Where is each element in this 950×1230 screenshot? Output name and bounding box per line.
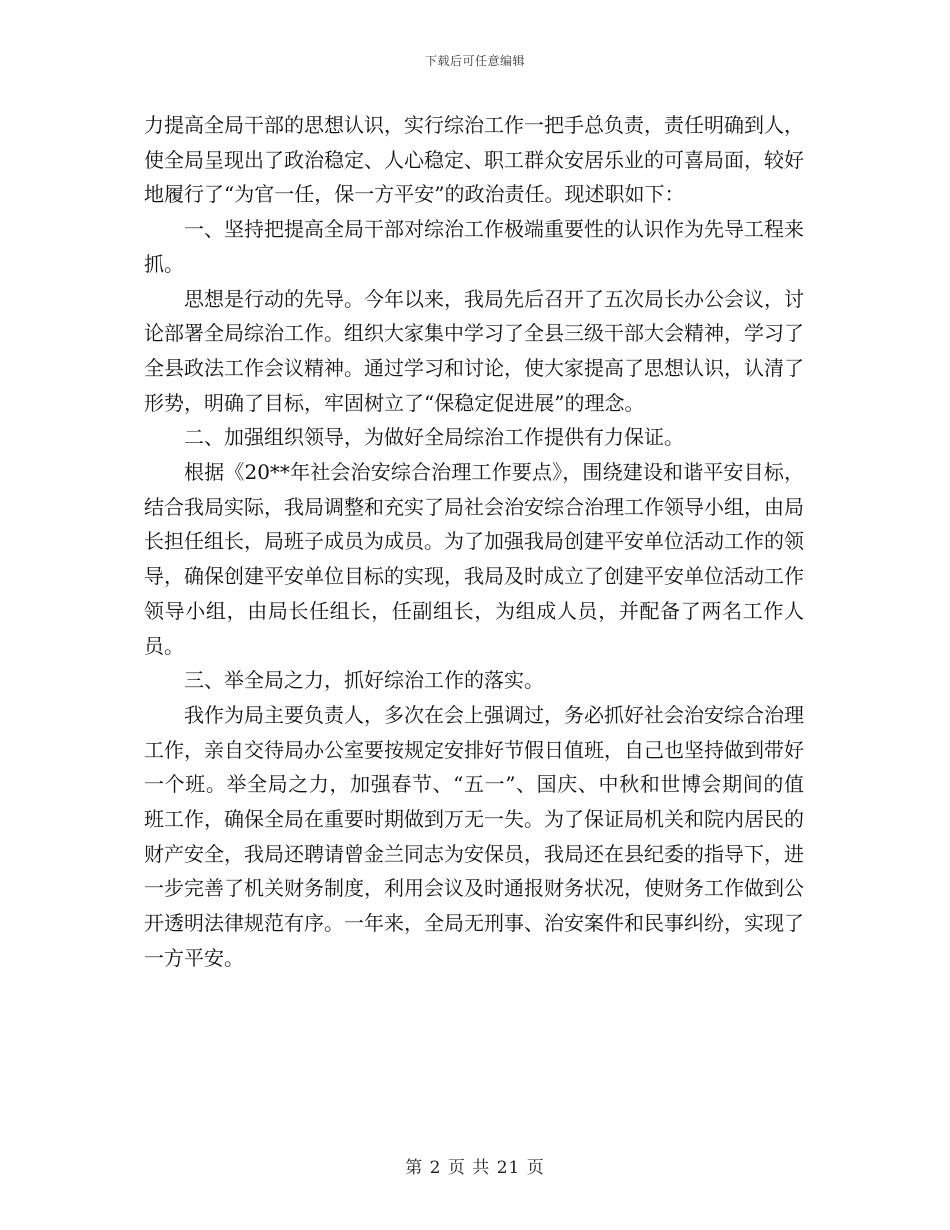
page-number-footer: 第 2 页 共 21 页	[405, 1158, 545, 1178]
section-heading-3: 三、举全局之力，抓好综治工作的落实。	[184, 668, 544, 693]
paragraph-continued-intro: 力提高全局干部的思想认识，实行综治工作一把手总负责，责任明确到人，使全局呈现出了政治稳定、人心稳定、职工群众安居乐业的可喜局面，较好地履行了“为官一任，保一方平安”的政治责任。现述职如下：	[144, 113, 804, 207]
paragraph-section-1: 思想是行动的先导。今年以来，我局先后召开了五次局长办公会议，讨论部署全局综治工作。组织大家集中学习了全县三级干部大会精神，学习了全县政法工作会议精神。通过学习和讨论，使大家提高了思想认识，认清了形势，明确了目标，牢固树立了“保稳定促进展”的理念。	[144, 286, 804, 415]
section-heading-2: 二、加强组织领导，为做好全局综治工作提供有力保证。	[184, 425, 684, 450]
paragraph-section-2: 根据《20**年社会治安综合治理工作要点》，围绕建设和谐平安目标，结合我局实际，我局调整和充实了局社会治安综合治理工作领导小组，由局长担任组长，局班子成员为成员。为了加强我局创建平安单位活动工作的领导，确保创建平安单位目标的实现，我局及时成立了创建平安单位活动工作领导小组，由局长任组长，任副组长，为组成人员，并配备了两名工作人员。	[144, 460, 804, 658]
paragraph-section-3: 我作为局主要负责人，多次在会上强调过，务必抓好社会治安综合治理工作，亲自交待局办公室要按规定安排好节假日值班，自己也坚持做到带好一个班。举全局之力，加强春节、“五一”、国庆、中秋和世博会期间的值班工作，确保全局在重要时期做到万无一失。为了保证局机关和院内居民的财产安全，我局还聘请曾金兰同志为安保员，我局还在县纪委的指导下，进一步完善了机关财务制度，利用会议及时通报财务状况，使财务工作做到公开透明法律规范有序。一年来，全局无刑事、治安案件和民事纠纷，实现了一方平安。	[144, 702, 804, 970]
section-heading-1: 一、坚持把提高全局干部对综治工作极端重要性的认识作为先导工程来抓。	[144, 217, 804, 276]
page-header: 下载后可任意编辑	[424, 54, 525, 68]
document-body	[144, 108, 804, 976]
